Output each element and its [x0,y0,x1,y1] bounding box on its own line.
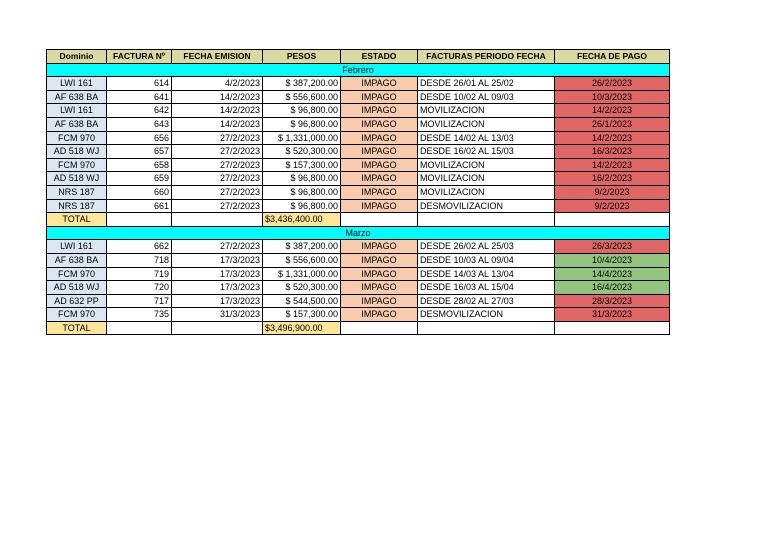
estado-cell[interactable]: IMPAGO [341,281,418,295]
fecha-emision-cell[interactable]: 14/2/2023 [172,117,263,131]
estado-cell[interactable]: IMPAGO [341,308,418,322]
estado-cell[interactable]: IMPAGO [341,253,418,267]
empty-cell[interactable] [107,213,172,227]
invoice-table [46,49,670,335]
header-row [47,50,670,64]
fecha-emision-cell[interactable]: 27/2/2023 [172,131,263,145]
periodo-cell[interactable]: MOVILIZACION [418,172,555,186]
empty-cell[interactable] [172,213,263,227]
fecha-emision-cell[interactable]: 27/2/2023 [172,158,263,172]
fecha-emision-cell[interactable]: 17/3/2023 [172,294,263,308]
dominio-cell[interactable]: LWI 161 [47,77,107,91]
periodo-cell[interactable]: MOVILIZACION [418,117,555,131]
estado-cell[interactable]: IMPAGO [341,104,418,118]
periodo-cell[interactable]: MOVILIZACION [418,185,555,199]
empty-cell[interactable] [418,213,555,227]
dominio-cell[interactable]: FCM 970 [47,131,107,145]
periodo-cell[interactable]: DESDE 14/02 AL 13/03 [418,131,555,145]
dominio-cell[interactable]: LWI 161 [47,104,107,118]
periodo-cell[interactable]: DESDE 16/03 AL 15/04 [418,281,555,295]
factura-cell[interactable]: 657 [107,145,172,159]
factura-cell[interactable]: 659 [107,172,172,186]
dominio-cell[interactable]: AD 518 WJ [47,145,107,159]
estado-cell[interactable]: IMPAGO [341,185,418,199]
empty-cell[interactable] [341,321,418,335]
estado-cell[interactable]: IMPAGO [341,172,418,186]
empty-cell[interactable] [107,321,172,335]
pesos-cell[interactable]: $ 96,800.00 [263,185,341,199]
fecha-pago-cell[interactable]: 26/2/2023 [555,77,670,91]
fecha-emision-cell[interactable]: 14/2/2023 [172,90,263,104]
fecha-pago-cell[interactable]: 16/4/2023 [555,281,670,295]
total-value[interactable]: $3,496,900.00 [263,321,341,335]
table-row [47,90,670,104]
table-row [47,131,670,145]
empty-cell[interactable] [341,213,418,227]
total-label[interactable]: TOTAL [47,213,107,227]
header-estado[interactable]: ESTADO [341,50,418,64]
empty-cell[interactable] [172,321,263,335]
pesos-cell[interactable]: $ 556,600.00 [263,90,341,104]
pesos-cell[interactable]: $ 387,200.00 [263,77,341,91]
factura-cell[interactable]: 643 [107,117,172,131]
fecha-pago-cell[interactable]: 16/2/2023 [555,172,670,186]
periodo-cell[interactable]: DESMOVILIZACION [418,308,555,322]
pesos-cell[interactable]: $ 556,600.00 [263,253,341,267]
estado-cell[interactable]: IMPAGO [341,267,418,281]
estado-cell[interactable]: IMPAGO [341,294,418,308]
estado-cell[interactable]: IMPAGO [341,77,418,91]
header-pesos[interactable]: PESOS [263,50,341,64]
total-row [47,213,670,227]
fecha-emision-cell[interactable]: 27/2/2023 [172,240,263,254]
periodo-cell[interactable]: DESMOVILIZACION [418,199,555,213]
estado-cell[interactable]: IMPAGO [341,199,418,213]
estado-cell[interactable]: IMPAGO [341,158,418,172]
periodo-cell[interactable]: DESDE 16/02 AL 15/03 [418,145,555,159]
periodo-cell[interactable]: DESDE 28/02 AL 27/03 [418,294,555,308]
factura-cell[interactable]: 658 [107,158,172,172]
table-row [47,253,670,267]
periodo-cell[interactable]: MOVILIZACION [418,158,555,172]
fecha-pago-cell[interactable]: 10/4/2023 [555,253,670,267]
table-row [47,294,670,308]
factura-cell[interactable]: 717 [107,294,172,308]
pesos-cell[interactable]: $ 96,800.00 [263,199,341,213]
pesos-cell[interactable]: $ 96,800.00 [263,117,341,131]
estado-cell[interactable]: IMPAGO [341,145,418,159]
table-row [47,308,670,322]
dominio-cell[interactable]: FCM 970 [47,158,107,172]
fecha-emision-cell[interactable]: 27/2/2023 [172,185,263,199]
table-row [47,267,670,281]
table-row [47,158,670,172]
pesos-cell[interactable]: $ 520,300.00 [263,281,341,295]
estado-cell[interactable]: IMPAGO [341,90,418,104]
factura-cell[interactable]: 641 [107,90,172,104]
estado-cell[interactable]: IMPAGO [341,117,418,131]
factura-cell[interactable]: 660 [107,185,172,199]
table-row [47,281,670,295]
total-row [47,321,670,335]
pesos-cell[interactable]: $ 1,331,000.00 [263,267,341,281]
fecha-pago-cell[interactable]: 26/1/2023 [555,117,670,131]
total-label[interactable]: TOTAL [47,321,107,335]
factura-cell[interactable]: 661 [107,199,172,213]
pesos-cell[interactable]: $ 520,300.00 [263,145,341,159]
header-factura[interactable]: FACTURA Nº [107,50,172,64]
total-value[interactable]: $3,436,400.00 [263,213,341,227]
fecha-emision-cell[interactable]: 27/2/2023 [172,199,263,213]
month-row [47,226,670,240]
fecha-pago-cell[interactable]: 9/2/2023 [555,185,670,199]
dominio-cell[interactable]: NRS 187 [47,199,107,213]
fecha-pago-cell[interactable]: 14/2/2023 [555,158,670,172]
dominio-cell[interactable]: FCM 970 [47,267,107,281]
table-body [47,63,670,335]
periodo-cell[interactable]: DESDE 10/03 AL 09/04 [418,253,555,267]
fecha-pago-cell[interactable]: 26/3/2023 [555,240,670,254]
fecha-pago-cell[interactable]: 14/4/2023 [555,267,670,281]
fecha-pago-cell[interactable]: 16/3/2023 [555,145,670,159]
empty-cell[interactable] [555,321,670,335]
factura-cell[interactable]: 719 [107,267,172,281]
dominio-cell[interactable]: AF 638 BA [47,253,107,267]
table-row [47,104,670,118]
fecha-pago-cell[interactable]: 28/3/2023 [555,294,670,308]
fecha-emision-cell[interactable]: 27/2/2023 [172,145,263,159]
month-label[interactable]: Marzo [47,226,670,240]
dominio-cell[interactable]: LWI 161 [47,240,107,254]
estado-cell[interactable]: IMPAGO [341,240,418,254]
table-row [47,172,670,186]
factura-cell[interactable]: 720 [107,281,172,295]
fecha-emision-cell[interactable]: 31/3/2023 [172,308,263,322]
fecha-emision-cell[interactable]: 14/2/2023 [172,104,263,118]
month-row [47,63,670,77]
empty-cell[interactable] [418,321,555,335]
fecha-emision-cell[interactable]: 4/2/2023 [172,77,263,91]
pesos-cell[interactable]: $ 1,331,000.00 [263,131,341,145]
dominio-cell[interactable]: AD 518 WJ [47,172,107,186]
header-dominio[interactable]: Dominio [47,50,107,64]
dominio-cell[interactable]: AF 638 BA [47,117,107,131]
header-fecha-emision[interactable]: FECHA EMISION [172,50,263,64]
pesos-cell[interactable]: $ 157,300.00 [263,158,341,172]
dominio-cell[interactable]: AF 638 BA [47,90,107,104]
factura-cell[interactable]: 735 [107,308,172,322]
table-row [47,240,670,254]
periodo-cell[interactable]: DESDE 26/01 AL 25/02 [418,77,555,91]
fecha-emision-cell[interactable]: 17/3/2023 [172,267,263,281]
factura-cell[interactable]: 718 [107,253,172,267]
table-row [47,185,670,199]
pesos-cell[interactable]: $ 157,300.00 [263,308,341,322]
fecha-emision-cell[interactable]: 17/3/2023 [172,253,263,267]
fecha-pago-cell[interactable]: 9/2/2023 [555,199,670,213]
factura-cell[interactable]: 656 [107,131,172,145]
pesos-cell[interactable]: $ 544,500.00 [263,294,341,308]
periodo-cell[interactable]: DESDE 14/03 AL 13/04 [418,267,555,281]
pesos-cell[interactable]: $ 96,800.00 [263,104,341,118]
header-periodo[interactable]: FACTURAS PERIODO FECHA [418,50,555,64]
table-row [47,199,670,213]
periodo-cell[interactable]: DESDE 10/02 AL 09/03 [418,90,555,104]
pesos-cell[interactable]: $ 387,200.00 [263,240,341,254]
dominio-cell[interactable]: AD 518 WJ [47,281,107,295]
table-row [47,77,670,91]
header-fecha-pago[interactable]: FECHA DE PAGO [555,50,670,64]
periodo-cell[interactable]: MOVILIZACION [418,104,555,118]
fecha-pago-cell[interactable]: 10/3/2023 [555,90,670,104]
factura-cell[interactable]: 662 [107,240,172,254]
month-label[interactable]: Febrero [47,63,670,77]
fecha-emision-cell[interactable]: 27/2/2023 [172,172,263,186]
table-row [47,117,670,131]
pesos-cell[interactable]: $ 96,800.00 [263,172,341,186]
factura-cell[interactable]: 642 [107,104,172,118]
periodo-cell[interactable]: DESDE 26/02 AL 25/03 [418,240,555,254]
fecha-emision-cell[interactable]: 17/3/2023 [172,281,263,295]
dominio-cell[interactable]: AD 632 PP [47,294,107,308]
table-row [47,145,670,159]
fecha-pago-cell[interactable]: 14/2/2023 [555,131,670,145]
empty-cell[interactable] [555,213,670,227]
dominio-cell[interactable]: FCM 970 [47,308,107,322]
fecha-pago-cell[interactable]: 31/3/2023 [555,308,670,322]
dominio-cell[interactable]: NRS 187 [47,185,107,199]
fecha-pago-cell[interactable]: 14/2/2023 [555,104,670,118]
estado-cell[interactable]: IMPAGO [341,131,418,145]
factura-cell[interactable]: 614 [107,77,172,91]
